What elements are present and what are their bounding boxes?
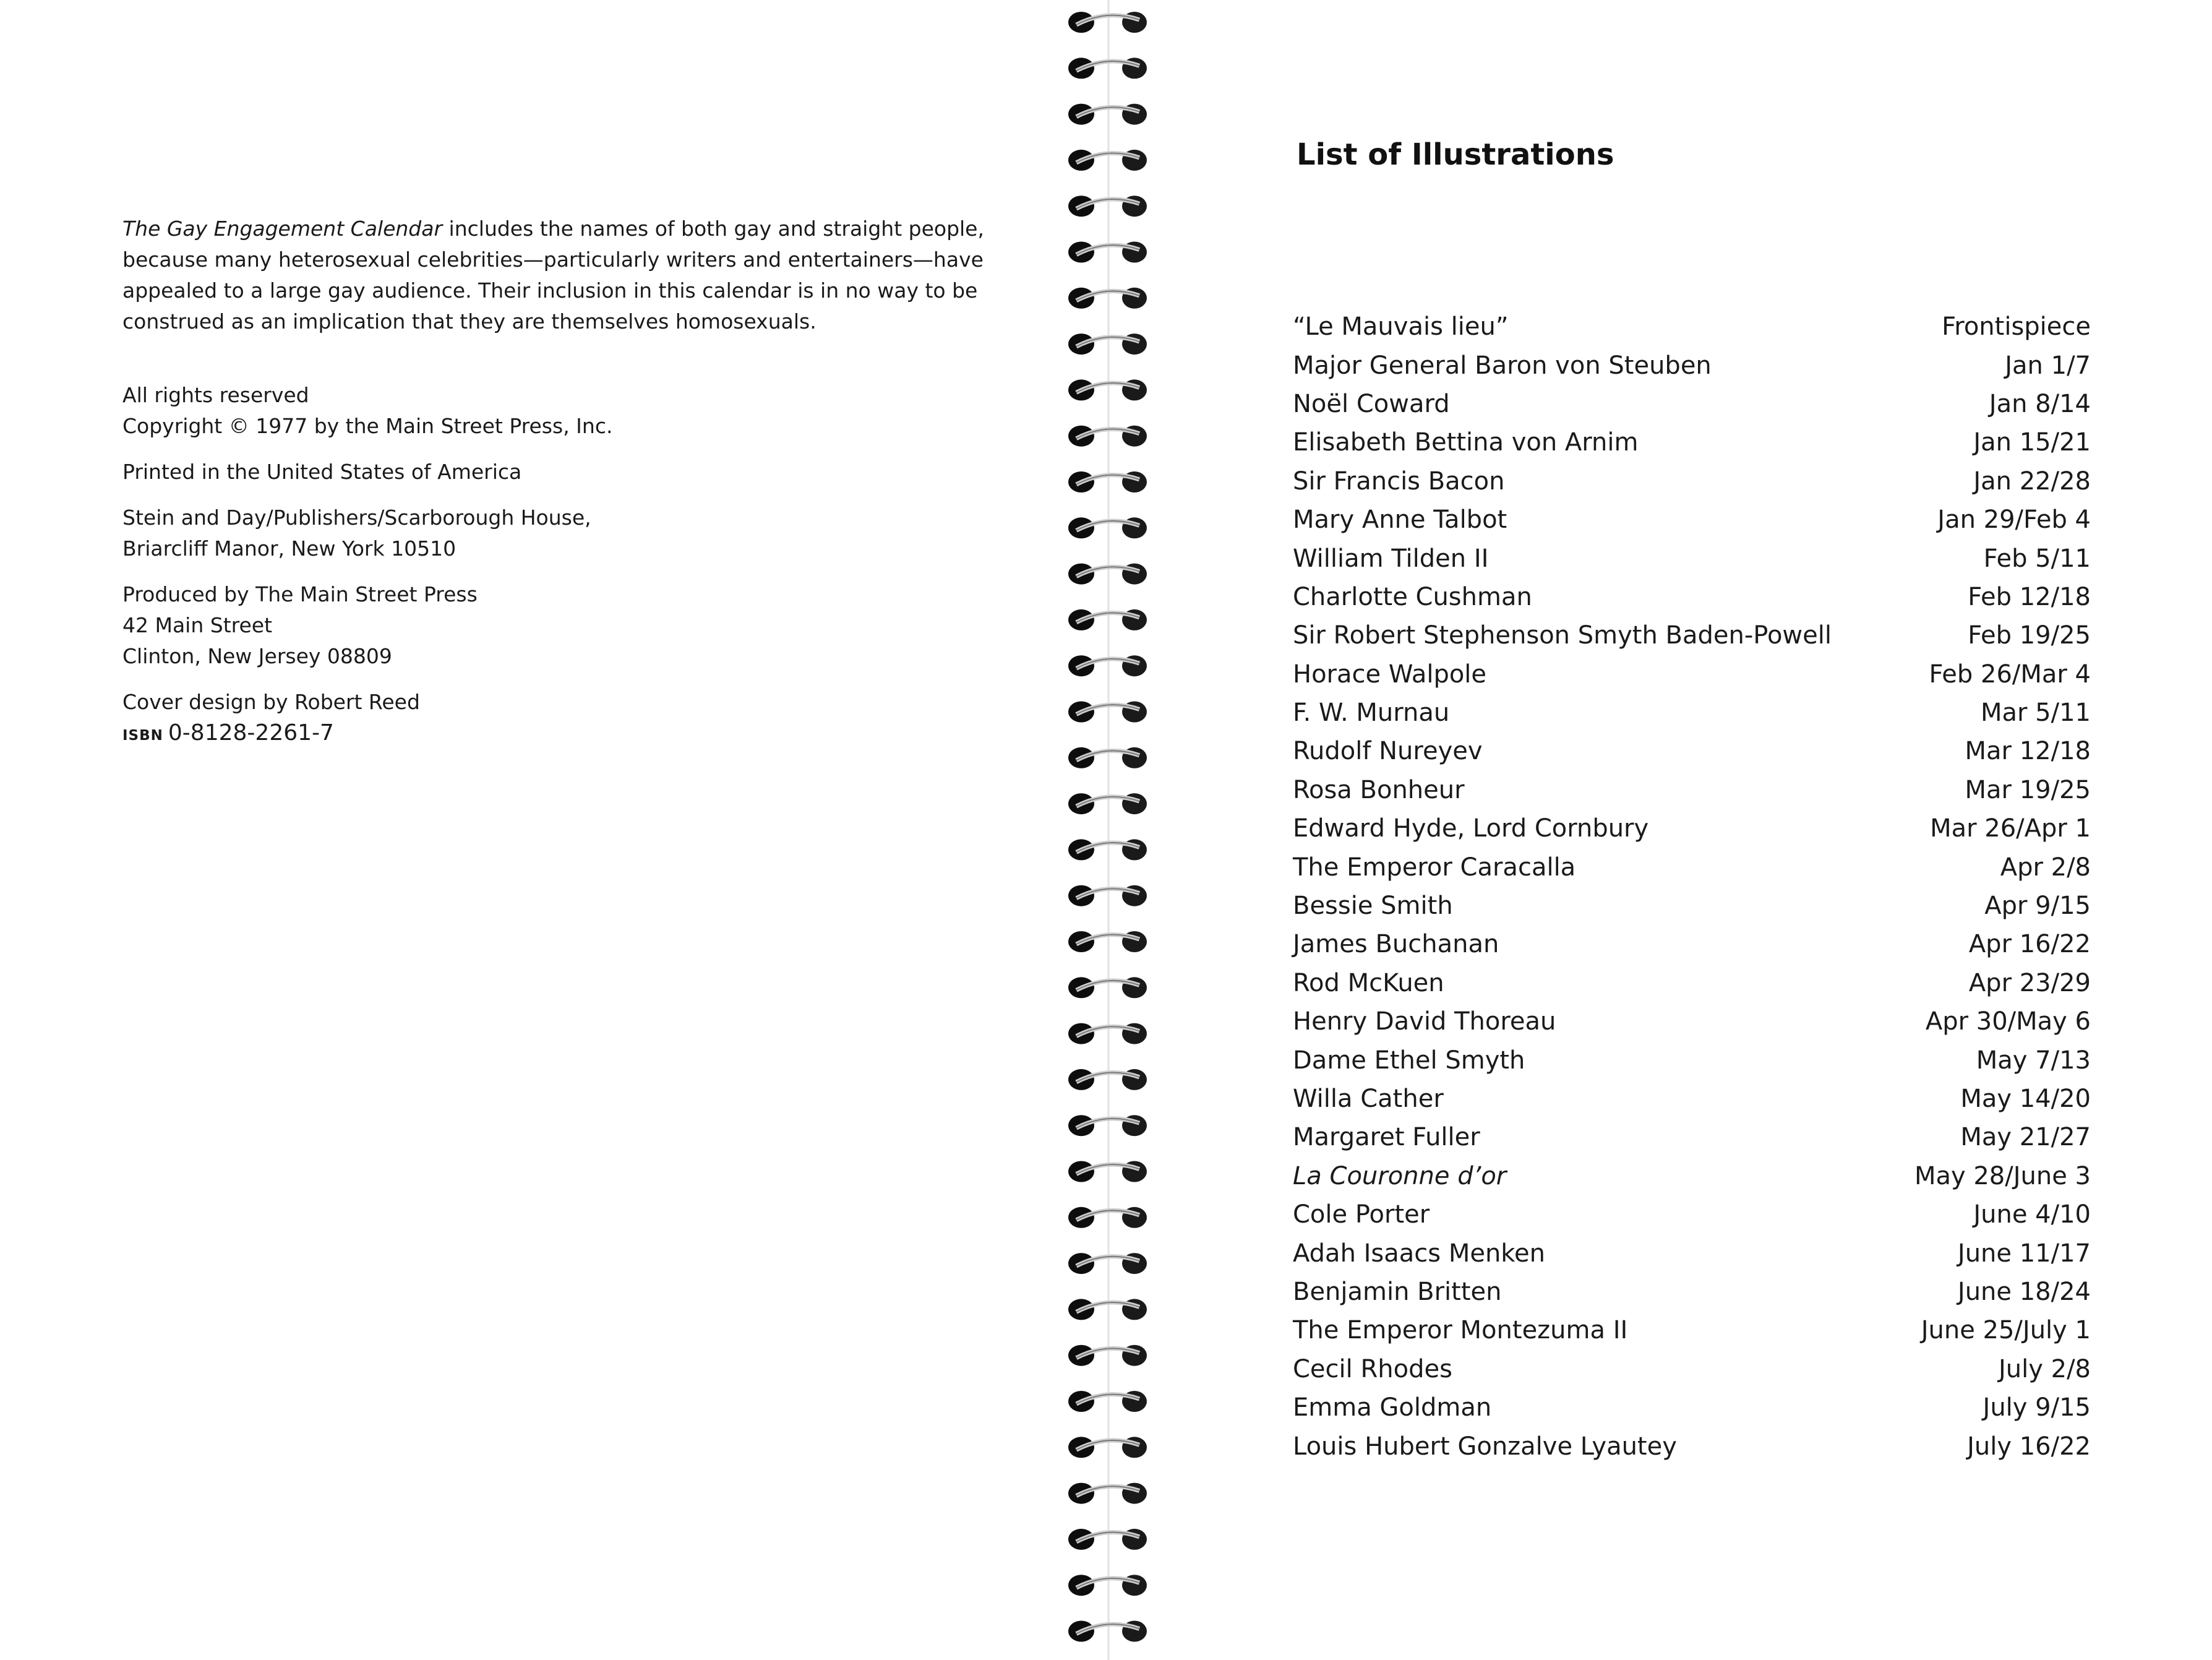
illustration-name: Margaret Fuller xyxy=(1293,1123,1480,1152)
list-item xyxy=(1293,1427,2091,1465)
illustration-name: Major General Baron von Steuben xyxy=(1293,351,1712,380)
illustration-name: Dame Ethel Smyth xyxy=(1293,1046,1525,1075)
list-item xyxy=(1293,1041,2091,1079)
cover-design-line: Cover design by Robert Reed xyxy=(122,690,420,714)
list-item xyxy=(1293,1350,2091,1388)
list-item xyxy=(1293,462,2091,501)
disclaimer-paragraph xyxy=(122,213,988,337)
spiral-coils xyxy=(1052,0,1175,1660)
list-item xyxy=(1293,1195,2091,1234)
page-title: List of Illustrations xyxy=(1297,137,1614,172)
list-item xyxy=(1293,346,2091,384)
illustration-date: Apr 9/15 xyxy=(1984,892,2091,921)
illustration-date: May 14/20 xyxy=(1960,1085,2091,1113)
isbn-label: ISBN xyxy=(122,728,163,744)
list-item xyxy=(1293,1388,2091,1427)
list-item xyxy=(1293,1311,2091,1349)
list-item xyxy=(1293,1234,2091,1272)
illustration-date: Apr 30/May 6 xyxy=(1925,1007,2091,1036)
list-item xyxy=(1293,848,2091,886)
rights-block xyxy=(122,380,927,442)
illustration-date: Mar 12/18 xyxy=(1965,737,2091,766)
publisher-line-1: Stein and Day/Publishers/Scarborough House, xyxy=(122,505,591,530)
list-item xyxy=(1293,539,2091,577)
illustration-name: James Buchanan xyxy=(1293,930,1499,959)
producer-line-2: 42 Main Street xyxy=(122,613,273,637)
illustration-date: May 21/27 xyxy=(1960,1123,2091,1152)
illustration-date: June 25/July 1 xyxy=(1921,1316,2091,1345)
illustrations-list xyxy=(1293,307,2091,1466)
book-title: The Gay Engagement Calendar xyxy=(122,217,443,241)
illustration-name: Rudolf Nureyev xyxy=(1293,737,1483,766)
illustration-date: Frontispiece xyxy=(1942,312,2091,342)
illustration-name: Noël Coward xyxy=(1293,389,1450,418)
list-item xyxy=(1293,925,2091,963)
printed-line: Printed in the United States of America xyxy=(122,460,522,484)
illustration-name: Adah Isaacs Menken xyxy=(1293,1239,1546,1268)
producer-line-1: Produced by The Main Street Press xyxy=(122,582,478,606)
illustration-name: Cole Porter xyxy=(1293,1200,1430,1229)
colophon xyxy=(122,380,927,766)
list-item xyxy=(1293,1273,2091,1311)
list-item xyxy=(1293,423,2091,462)
spiral-binding xyxy=(1052,0,1175,1660)
illustration-name: Henry David Thoreau xyxy=(1293,1007,1556,1036)
illustration-date: Mar 19/25 xyxy=(1965,775,2091,804)
list-item xyxy=(1293,732,2091,770)
publisher-line-2: Briarcliff Manor, New York 10510 xyxy=(122,536,457,561)
illustration-name: Elisabeth Bettina von Arnim xyxy=(1293,428,1639,457)
illustration-name: Willa Cather xyxy=(1293,1085,1444,1113)
illustration-date: Feb 26/Mar 4 xyxy=(1929,660,2091,689)
illustration-name: Emma Goldman xyxy=(1293,1393,1492,1422)
illustration-date: May 28/June 3 xyxy=(1914,1161,2091,1190)
disclaimer-text: includes the names of both gay and straight people, because many heterosexual celebrities—particularly writers and entertainers—have appealed to a large gay audience. Their inclusion in this calendar is in no way to be construed as an implication that they are themselves homosexuals. xyxy=(122,217,984,333)
illustration-date: Jan 15/21 xyxy=(1973,428,2091,457)
list-item xyxy=(1293,1080,2091,1118)
copyright-line: Copyright © 1977 by the Main Street Press, Inc. xyxy=(122,414,613,438)
illustration-date: Apr 23/29 xyxy=(1968,968,2091,997)
illustration-name: Horace Walpole xyxy=(1293,660,1487,689)
list-item xyxy=(1293,616,2091,655)
illustration-date: July 2/8 xyxy=(1998,1354,2091,1383)
rights-reserved: All rights reserved xyxy=(122,383,309,407)
right-page xyxy=(1175,0,2212,1660)
cover-block xyxy=(122,687,927,751)
illustration-name: La Couronne d’or xyxy=(1293,1161,1507,1190)
illustration-name: “Le Mauvais lieu” xyxy=(1293,312,1509,342)
illustration-name: Sir Robert Stephenson Smyth Baden-Powell xyxy=(1293,621,1832,650)
illustration-date: Jan 22/28 xyxy=(1973,467,2091,496)
illustration-name: Bessie Smith xyxy=(1293,892,1453,921)
list-item xyxy=(1293,385,2091,423)
illustration-name: Rod McKuen xyxy=(1293,968,1444,997)
illustration-date: June 11/17 xyxy=(1957,1239,2091,1268)
publisher-block xyxy=(122,502,927,564)
illustration-date: Feb 12/18 xyxy=(1968,582,2091,611)
list-item xyxy=(1293,771,2091,809)
list-item xyxy=(1293,307,2091,346)
illustration-date: May 7/13 xyxy=(1976,1046,2091,1075)
illustration-date: Feb 19/25 xyxy=(1968,621,2091,650)
illustration-name: Rosa Bonheur xyxy=(1293,775,1465,804)
illustration-name: The Emperor Montezuma II xyxy=(1293,1316,1628,1345)
illustration-name: William Tilden II xyxy=(1293,544,1489,573)
illustration-date: Jan 29/Feb 4 xyxy=(1937,505,2091,535)
illustration-name: Benjamin Britten xyxy=(1293,1277,1502,1306)
illustration-date: Apr 16/22 xyxy=(1968,930,2091,959)
illustration-name: Mary Anne Talbot xyxy=(1293,505,1507,535)
list-item xyxy=(1293,1002,2091,1041)
illustration-date: June 4/10 xyxy=(1973,1200,2091,1229)
illustration-date: Jan 8/14 xyxy=(1989,389,2091,418)
illustration-date: Mar 5/11 xyxy=(1980,699,2091,728)
illustration-date: Jan 1/7 xyxy=(2005,351,2091,380)
left-page xyxy=(0,0,1052,1660)
list-item xyxy=(1293,694,2091,732)
list-item xyxy=(1293,501,2091,539)
illustration-date: Feb 5/11 xyxy=(1983,544,2091,573)
list-item xyxy=(1293,1157,2091,1195)
list-item xyxy=(1293,964,2091,1002)
illustration-date: Mar 26/Apr 1 xyxy=(1930,814,2091,843)
list-item xyxy=(1293,655,2091,694)
illustration-name: Louis Hubert Gonzalve Lyautey xyxy=(1293,1432,1677,1461)
list-item xyxy=(1293,1118,2091,1156)
illustration-name: Charlotte Cushman xyxy=(1293,582,1532,611)
list-item xyxy=(1293,809,2091,848)
illustration-name: F. W. Murnau xyxy=(1293,699,1450,728)
isbn-number: 0-8128-2261-7 xyxy=(168,720,334,746)
list-item xyxy=(1293,578,2091,616)
producer-line-3: Clinton, New Jersey 08809 xyxy=(122,644,392,668)
illustration-name: Edward Hyde, Lord Cornbury xyxy=(1293,814,1649,843)
illustration-name: Sir Francis Bacon xyxy=(1293,467,1505,496)
illustration-name: The Emperor Caracalla xyxy=(1293,853,1576,882)
illustration-date: June 18/24 xyxy=(1957,1277,2091,1306)
illustration-date: July 9/15 xyxy=(1983,1393,2091,1422)
printed-block xyxy=(122,457,927,488)
producer-block xyxy=(122,579,927,672)
list-item xyxy=(1293,887,2091,925)
isbn-line xyxy=(122,718,927,751)
illustration-date: July 16/22 xyxy=(1967,1432,2091,1461)
illustration-name: Cecil Rhodes xyxy=(1293,1354,1452,1383)
illustration-date: Apr 2/8 xyxy=(2000,853,2091,882)
